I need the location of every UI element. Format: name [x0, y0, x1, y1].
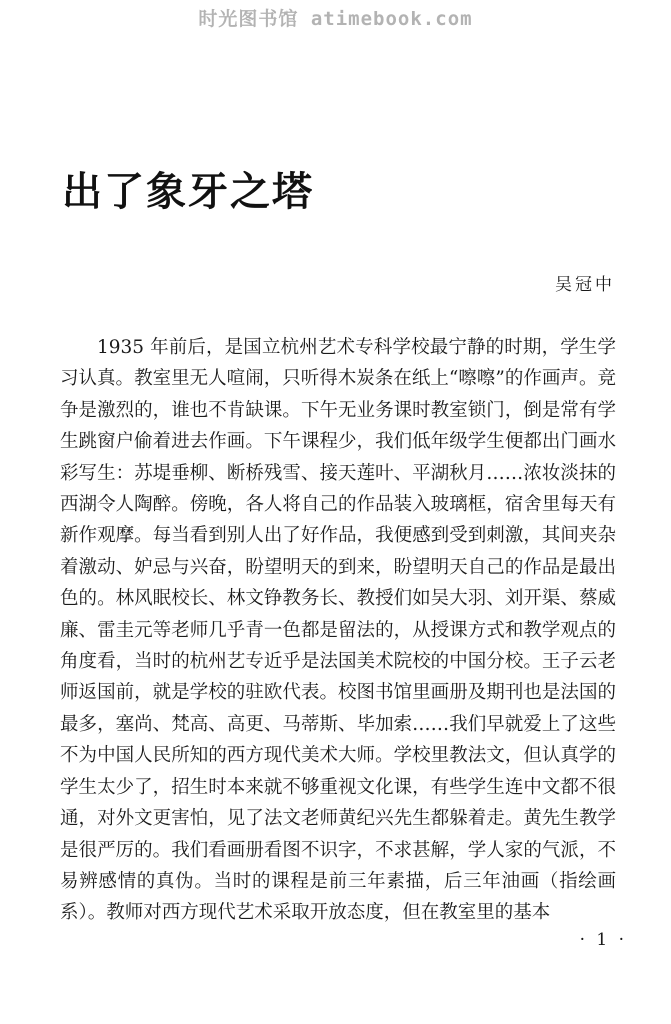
- article-body: 1935 年前后，是国立杭州艺术专科学校最宁静的时期，学生学习认真。教室里无人喧闹，只听得木炭条在纸上“嚓嚓”的作画声。竞争是激烈的，谁也不肯缺课。下午无业务课时教室锁门，倒是常有学生跳窗户偷着进去作画。下午课程少，我们低年级学生便都出门画水彩写生：苏堤垂柳、断桥残雪、接天莲叶、平湖秋月……浓妆淡抹的西湖令人陶醉。傍晚，各人将自己的作品装入玻璃框，宿舍里每天有新作观摩。每当看到别人出了好作品，我便感到受到刺激，其间夹杂着激动、妒忌与兴奋，盼望明天的到来，盼望明天自己的作品是最出色的。林风眠校长、林文铮教务长、教授们如吴大羽、刘开渠、蔡威廉、雷圭元等老师几乎青一色都是留法的，从授课方式和教学观点的角度看，当时的杭州艺专近乎是法国美术院校的中国分校。王子云老师返国前，就是学校的驻欧代表。校图书馆里画册及期刊也是法国的最多，塞尚、梵高、高更、马蒂斯、毕加索……我们早就爱上了这些不为中国人民所知的西方现代美术大师。学校里教法文，但认真学的学生太少了，招生时本来就不够重视文化课，有些学生连中文都不很通，对外文更害怕，见了法文老师黄纪兴先生都躲着走。黄先生教学是很严厉的。我们看画册看图不识字，不求甚解，学人家的气派，不易辨感情的真伪。当时的课程是前三年素描，后三年油画（指绘画系）。教师对西方现代艺术采取开放态度，但在教室里的基本: [60, 337, 616, 924]
- watermark: 时光图书馆 atimebook.com: [198, 8, 473, 30]
- article-title: 出了象牙之塔: [62, 169, 314, 215]
- page-number: · 1 ·: [579, 930, 627, 950]
- article-author: 吴冠中: [555, 275, 615, 295]
